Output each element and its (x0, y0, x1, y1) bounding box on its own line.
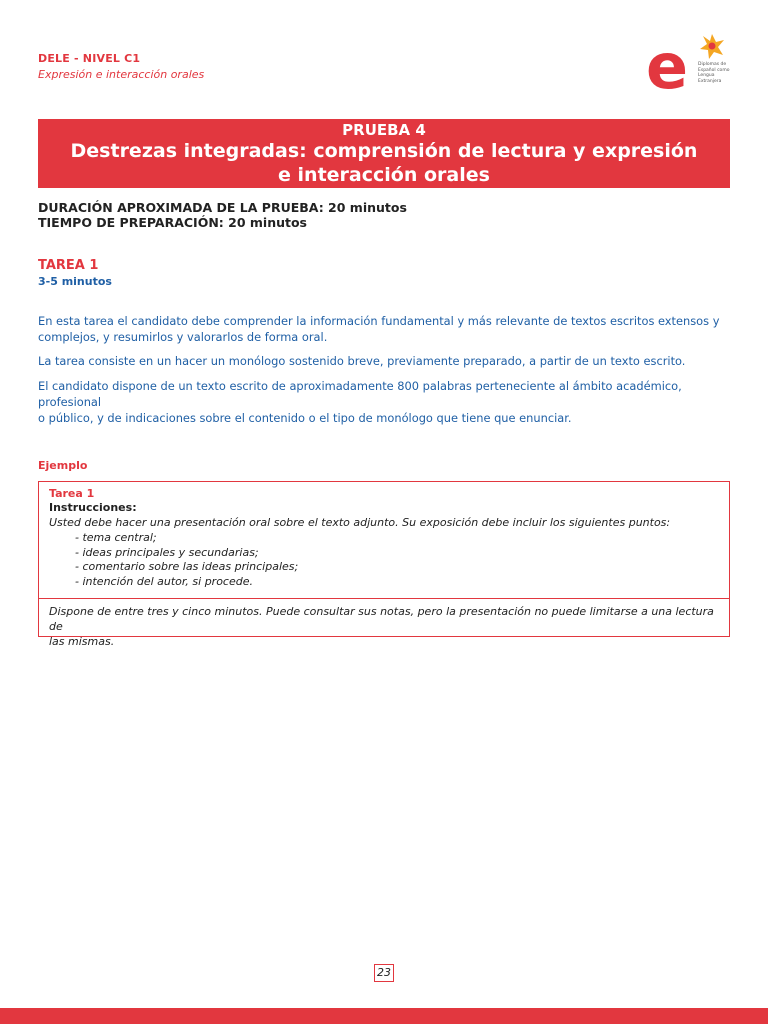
svg-text:e: e (646, 30, 689, 92)
header-level: DELE - NIVEL C1 (38, 52, 141, 65)
header-subtitle: Expresión e interacción orales (38, 68, 205, 81)
tarea-paragraph-2: La tarea consiste en un hacer un monólogo sostenido breve, previamente preparado, a partir de un texto escrito. (38, 354, 686, 368)
example-label: Ejemplo (38, 459, 88, 472)
example-title: Tarea 1 (49, 487, 95, 500)
tarea-title: TAREA 1 (38, 258, 99, 273)
banner-title: Destrezas integradas: comprensión de lectura y expresión e interacción orales (70, 140, 698, 186)
tarea-minutes: 3-5 minutos (38, 275, 112, 288)
footer-bar (0, 1008, 768, 1024)
list-item: - comentario sobre las ideas principales; (75, 560, 299, 573)
banner-prueba: PRUEBA 4 (342, 121, 426, 139)
example-points (75, 531, 298, 589)
page-number: 23 (374, 964, 394, 982)
example-divider (39, 598, 729, 599)
logo-tagline: Diplomas de Español como Lengua Extranjera (698, 62, 730, 84)
example-box (38, 481, 730, 648)
list-item: - tema central; (75, 531, 157, 544)
tarea-paragraph-1: En esta tarea el candidato debe comprender la información fundamental y más relevante de textos escritos extensos y complejos, y resumirlos y valorarlos de forma oral. (38, 314, 720, 344)
duration-info: DURACIÓN APROXIMADA DE LA PRUEBA: 20 minutos TIEMPO DE PREPARACIÓN: 20 minutos (38, 200, 407, 230)
list-item: - ideas principales y secundarias; (75, 545, 259, 559)
example-instructions-label: Instrucciones: (49, 501, 137, 514)
example-note: Dispone de entre tres y cinco minutos. Puede consultar sus notas, pero la presentación no puede limitarse a una lectura de las mismas. (49, 605, 714, 648)
example-intro: Usted debe hacer una presentación oral sobre el texto adjunto. Su exposición debe incluir los siguientes puntos: (49, 516, 671, 529)
list-item: - intención del autor, si procede. (75, 574, 253, 588)
section-banner (38, 119, 730, 188)
tarea-paragraph-3: El candidato dispone de un texto escrito de aproximadamente 800 palabras perteneciente al ámbito académico, profesional o público, y de indicaciones sobre el contenido o el tipo de monólogo que tiene que enunciar. (38, 379, 682, 425)
